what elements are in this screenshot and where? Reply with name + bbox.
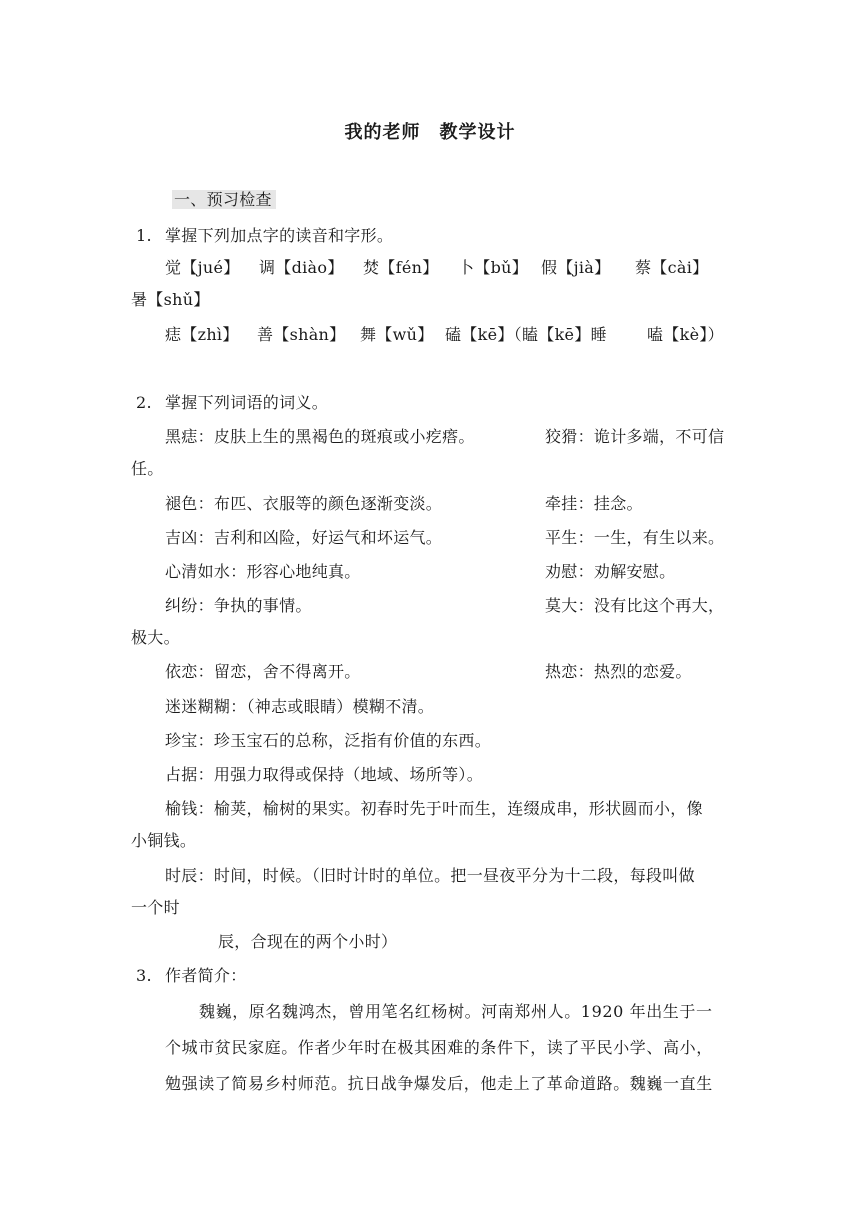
definition-left: 黑痣：皮肤上生的黑褐色的斑痕或小疙瘩。 bbox=[165, 427, 475, 446]
definition-line: 迷迷糊糊：（神志或眼睛）模糊不清。 bbox=[165, 697, 435, 716]
item-3-number: 3. bbox=[136, 966, 152, 985]
definition-left: 依恋：留恋，舍不得离开。 bbox=[165, 662, 361, 681]
definition-right: 劝慰：劝解安慰。 bbox=[545, 562, 676, 581]
pinyin-entry: 调【diào】 bbox=[259, 258, 344, 277]
definition-right: 莫大：没有比这个再大， bbox=[545, 596, 725, 615]
definition-left: 纠纷：争执的事情。 bbox=[165, 596, 312, 615]
definition-right: 平生：一生，有生以来。 bbox=[545, 528, 725, 547]
pinyin-row-1-wrap: 暑【shǔ】 bbox=[131, 290, 210, 309]
definition-line: 时辰：时间，时候。（旧时计时的单位。把一昼夜平分为十二段，每段叫做 bbox=[165, 866, 695, 885]
definition-continuation: 辰，合现在的两个小时） bbox=[218, 932, 398, 951]
pinyin-entry: 假【jià】 bbox=[541, 258, 611, 277]
item-2-number: 2. bbox=[136, 393, 152, 412]
pinyin-entry: 善【shàn】 bbox=[257, 325, 346, 344]
definition-right: 热恋：热烈的恋爱。 bbox=[545, 662, 692, 681]
pinyin-entry: 磕【kē】（瞌【kē】睡 bbox=[445, 325, 607, 344]
pinyin-entry: 焚【fén】 bbox=[363, 258, 439, 277]
page-title: 我的老师 教学设计 bbox=[344, 122, 516, 143]
definition-line: 珍宝：珍玉宝石的总称，泛指有价值的东西。 bbox=[165, 731, 492, 750]
pinyin-entry: 觉【jué】 bbox=[165, 258, 240, 277]
item-1-heading: 掌握下列加点字的读音和字形。 bbox=[165, 226, 394, 245]
definition-line: 占据：用强力取得或保持（地域、场所等）。 bbox=[165, 765, 484, 784]
definition-wrap: 小铜钱。 bbox=[131, 831, 197, 850]
definition-wrap: 极大。 bbox=[131, 628, 180, 647]
item-1-number: 1. bbox=[136, 226, 152, 245]
item-3-heading: 作者简介： bbox=[165, 966, 247, 985]
pinyin-entry: 痣【zhì】 bbox=[165, 325, 239, 344]
bio-line: 魏巍，原名魏鸿杰，曾用笔名红杨树。河南郑州人。1920 年出生于一 bbox=[199, 1002, 713, 1021]
bio-line: 个城市贫民家庭。作者少年时在极其困难的条件下，读了平民小学、高小， bbox=[165, 1038, 713, 1057]
pinyin-entry: 蔡【cài】 bbox=[635, 258, 709, 277]
definition-wrap: 一个时 bbox=[131, 898, 180, 917]
definition-left: 吉凶：吉利和凶险，好运气和坏运气。 bbox=[165, 528, 443, 547]
section-heading bbox=[172, 190, 276, 210]
bio-line: 勉强读了简易乡村师范。抗日战争爆发后，他走上了革命道路。魏巍一直生 bbox=[165, 1074, 713, 1093]
definition-wrap: 任。 bbox=[131, 459, 164, 478]
definition-left: 褪色：布匹、衣服等的颜色逐渐变淡。 bbox=[165, 494, 443, 513]
definition-right: 牵挂：挂念。 bbox=[545, 494, 643, 513]
pinyin-entry: 卜【bǔ】 bbox=[458, 258, 529, 277]
definition-right: 狡猾：诡计多端，不可信 bbox=[545, 427, 725, 446]
section-heading-text: 一、预习检查 bbox=[172, 190, 276, 209]
definition-left: 心清如水：形容心地纯真。 bbox=[165, 562, 361, 581]
pinyin-entry: 舞【wǔ】 bbox=[360, 325, 434, 344]
definition-line: 榆钱：榆荚，榆树的果实。初春时先于叶而生，连缀成串，形状圆而小，像 bbox=[165, 799, 703, 818]
pinyin-entry: 嗑【kè】） bbox=[647, 325, 724, 344]
item-2-heading: 掌握下列词语的词义。 bbox=[165, 393, 329, 412]
